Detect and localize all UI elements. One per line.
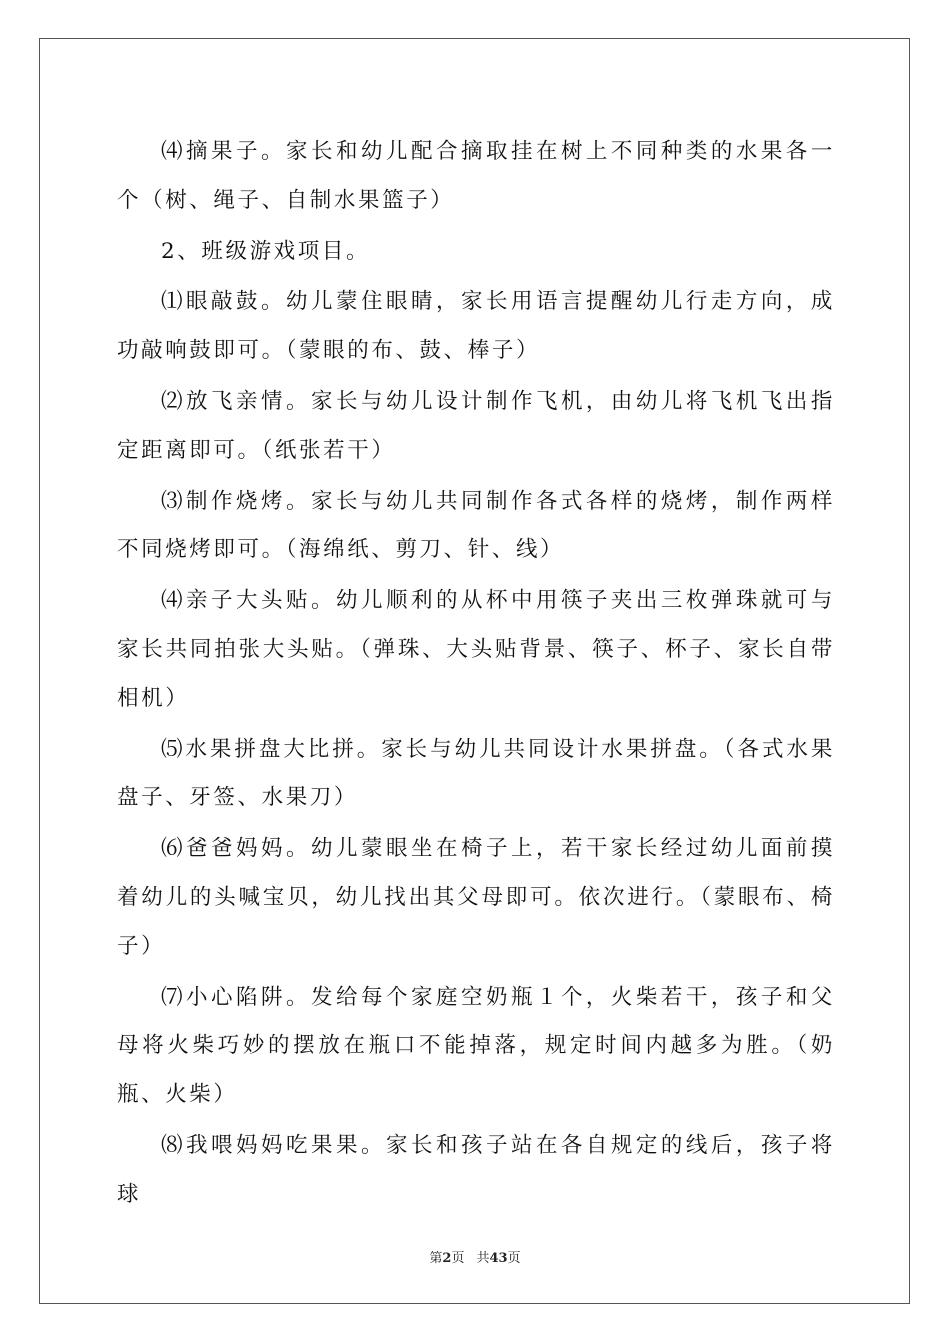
paragraph: ⑹爸爸妈妈。幼儿蒙眼坐在椅子上，若干家长经过幼儿面前摸着幼儿的头喊宝贝，幼儿找出其父母即可。依次进行。（蒙眼布、椅子） xyxy=(117,836,835,959)
paragraph: ⑷摘果子。家长和幼儿配合摘取挂在树上不同种类的水果各一个（树、绳子、自制水果篮子） xyxy=(117,139,835,213)
paragraph: ⑺小心陷阱。发给每个家庭空奶瓶１个，火柴若干，孩子和父母将火柴巧妙的摆放在瓶口不能掉落，规定时间内越多为胜。（奶瓶、火柴） xyxy=(117,984,835,1108)
page-footer xyxy=(0,1247,950,1266)
page-prefix: 第 xyxy=(429,1251,443,1266)
total-prefix: 共 xyxy=(476,1251,490,1266)
document-body xyxy=(117,128,835,1222)
paragraph: ⑻我喂妈妈吃果果。家长和孩子站在各自规定的线后，孩子将球 xyxy=(117,1132,835,1207)
paragraph: ⑷亲子大头贴。幼儿顺利的从杯中用筷子夹出三枚弹珠就可与家长共同拍张大头贴。（弹珠、大头贴背景、筷子、杯子、家长自带相机） xyxy=(117,588,835,711)
paragraph: ⑶制作烧烤。家长与幼儿共同制作各式各样的烧烤，制作两样不同烧烤即可。（海绵纸、剪刀、针、线） xyxy=(117,488,835,563)
paragraph: ⑸水果拼盘大比拼。家长与幼儿共同设计水果拼盘。（各式水果盘子、牙签、水果刀） xyxy=(117,736,835,811)
section-heading: 2、班级游戏项目。 xyxy=(161,238,371,264)
page-number: 2 xyxy=(442,1251,452,1266)
total-pages: 43 xyxy=(489,1251,508,1266)
total-suffix: 页 xyxy=(507,1251,521,1266)
paragraph: ⑵放飞亲情。家长与幼儿设计制作飞机，由幼儿将飞机飞出指定距离即可。（纸张若干） xyxy=(117,388,835,463)
paragraph: ⑴眼敲鼓。幼儿蒙住眼睛，家长用语言提醒幼儿行走方向，成功敲响鼓即可。（蒙眼的布、鼓、棒子） xyxy=(117,289,835,364)
page-suffix: 页 xyxy=(451,1251,465,1266)
